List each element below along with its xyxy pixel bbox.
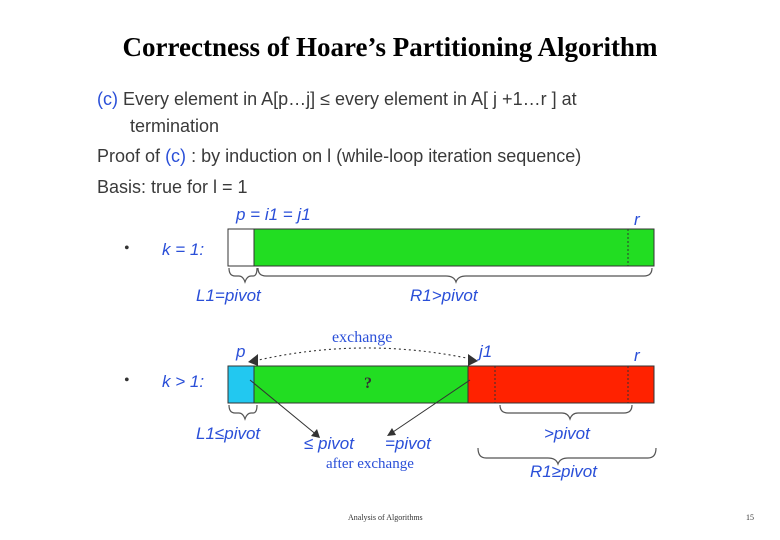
p-i1-j1-label: p = i1 = j1	[236, 205, 311, 224]
page-number: 15	[746, 513, 754, 522]
gt-pivot-label: >pivot	[544, 424, 590, 443]
slide-title: Correctness of Hoare’s Partitioning Algorithm	[122, 32, 658, 62]
j1-label: j1	[479, 342, 493, 361]
array-bar-2-green	[254, 366, 468, 403]
r-label-1: r	[634, 210, 640, 229]
p-label-2: p	[236, 342, 246, 361]
r1-ge-pivot-label: R1≥pivot	[530, 462, 597, 481]
k-greater-1-label: k > 1:	[162, 372, 205, 391]
k-equals-1-label: k = 1:	[162, 240, 205, 259]
l1-pivot-label: L1=pivot	[196, 286, 261, 305]
brace-l1-1	[229, 268, 257, 282]
l1-le-pivot-label: L1≤pivot	[196, 424, 261, 443]
exchange-arrow-left	[248, 354, 258, 366]
proof-prefix: Proof of	[97, 146, 161, 166]
brace-r1-1	[258, 268, 652, 282]
bullet-2: •	[124, 372, 130, 389]
array-bar-2-red	[468, 366, 654, 403]
c-label: (c)	[97, 89, 118, 109]
exchange-arrow-right	[468, 354, 478, 366]
basis-line: Basis: true for l = 1	[97, 177, 248, 197]
r1-gt-pivot-label: R1>pivot	[410, 286, 478, 305]
brace-l1-2	[229, 405, 257, 419]
array-bar-1-green	[254, 229, 654, 266]
eq-pivot-label: =pivot	[385, 434, 431, 453]
after-exchange-label: after exchange	[326, 456, 414, 472]
array-bar-2-cyan	[228, 366, 254, 403]
exchange-arc	[250, 348, 476, 362]
brace-gt-pivot	[500, 405, 632, 419]
proof-c-label: (c)	[165, 146, 187, 166]
c-text: Every element in A[p…j] ≤ every element in A[ j +1…r ] at	[123, 89, 577, 109]
unknown-region-label: ?	[364, 375, 372, 392]
exchange-label: exchange	[332, 329, 393, 346]
r-label-2: r	[634, 346, 640, 365]
footer-text: Analysis of Algorithms	[348, 513, 423, 522]
array-bar-1-left-cell	[228, 229, 254, 266]
proof-text: : by induction on l (while-loop iteration sequence)	[191, 146, 582, 166]
bullet-1: •	[124, 240, 130, 257]
statement-c-line2: termination	[130, 116, 220, 136]
le-pivot-label: ≤ pivot	[304, 434, 354, 453]
